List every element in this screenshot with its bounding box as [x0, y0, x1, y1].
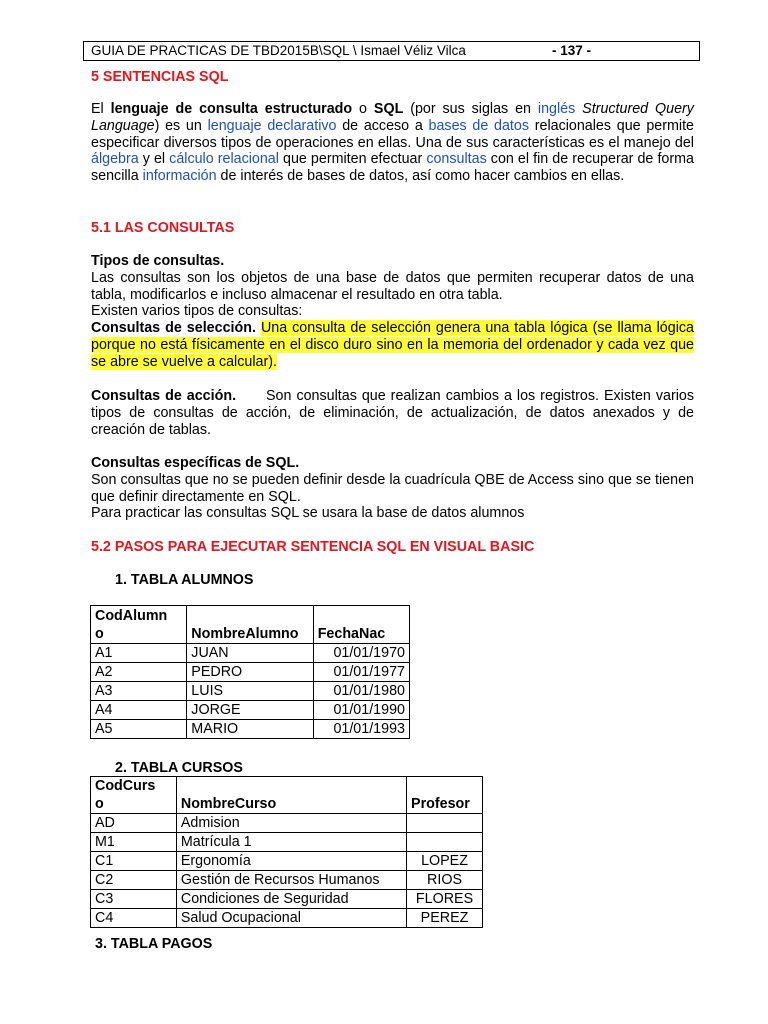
header-codalumno: CodAlumn o [91, 606, 187, 644]
tabla-cursos-heading: 2. TABLA CURSOS [115, 760, 243, 776]
section-5-1-title: 5.1 LAS CONSULTAS [91, 220, 235, 236]
tabla-alumnos-heading: 1. TABLA ALUMNOS [115, 572, 254, 588]
tipos-block [91, 253, 694, 371]
table-header-row [91, 777, 483, 814]
tabla-alumnos [90, 605, 410, 739]
header-nombrecurso: NombreCurso [176, 777, 406, 814]
table-row: C4 Salud Ocupacional PEREZ [91, 909, 483, 928]
especificas-heading: Consultas específicas de SQL. [91, 455, 300, 471]
table-row: A2 PEDRO 01/01/1977 [91, 663, 410, 682]
tabla-cursos [90, 776, 483, 928]
table-row: AD Admision [91, 814, 483, 833]
header-fechanac: FechaNac [313, 606, 409, 644]
table-header-row [91, 606, 410, 644]
table-row: A4 JORGE 01/01/1990 [91, 701, 410, 720]
link-bases-de-datos[interactable]: bases de datos [428, 117, 530, 134]
seleccion-highlight: Una consulta de selección genera una tabla lógica (se llama lógica porque no está físicamente en el disco duro sino en la memoria del ordenador y cada vez que se abre se vuelve a calcular). [91, 320, 694, 370]
section-5-2-title: 5.2 PASOS PARA EJECUTAR SENTENCIA SQL EN VISUAL BASIC [91, 539, 535, 555]
table-row: A3 LUIS 01/01/1980 [91, 682, 410, 701]
link-ingles[interactable]: inglés [537, 101, 576, 117]
header-nombrealumno: NombreAlumno [187, 606, 313, 644]
link-informacion[interactable]: información [142, 168, 217, 185]
link-lenguaje-declarativo[interactable]: lenguaje declarativo [207, 117, 337, 134]
table-row: A5 MARIO 01/01/1993 [91, 720, 410, 739]
tabla-pagos-heading: 3. TABLA PAGOS [95, 936, 213, 952]
especificas-text: Son consultas que no se pueden definir desde la cuadrícula QBE de Access sino que se tienen que definir directamente en SQL. [91, 471, 694, 505]
intro-paragraph: El lenguaje de consulta estructurado o SQL (por sus siglas en inglés Structured Query Language) es un lenguaje declarativo de acceso a bases de datos relacionales que permite especificar diversos tipos de operaciones en ellas. Una de sus características es el manejo del álgebra y el cálculo relacional que permiten efectuar consultas con el fin de recuperar de forma sencilla información de interés de bases de datos, así como hacer cambios en ellas. [91, 101, 694, 185]
section-5-title: 5 SENTENCIAS SQL [91, 69, 229, 85]
especificas-block [91, 455, 694, 522]
accion-paragraph: Consultas de acción. Son consultas que realizan cambios a los registros. Existen varios tipos de consultas de acción, de eliminación, de actualización, de datos anexados y de creación de tablas. [91, 388, 694, 438]
page-number: - 137 - [552, 43, 592, 58]
table-row: M1 Matrícula 1 [91, 833, 483, 852]
link-consultas[interactable]: consultas [426, 151, 487, 168]
page-header [83, 41, 700, 61]
table-row: C2 Gestión de Recursos Humanos RIOS [91, 871, 483, 890]
seleccion-paragraph: Consultas de selección. Una consulta de selección genera una tabla lógica (se llama lógica porque no está físicamente en el disco duro sino en la memoria del ordenador y cada vez que se abre se vuelve a calcular). [91, 320, 694, 370]
header-profesor: Profesor [407, 777, 483, 814]
header-codcurso: CodCurs o [91, 777, 177, 814]
table-row: C1 Ergonomía LOPEZ [91, 852, 483, 871]
varios-text: Existen varios tipos de consultas: [91, 303, 303, 320]
tipos-text: Las consultas son los objetos de una base de datos que permiten recuperar datos de una tabla, modificarlos e incluso almacenar el resultado en otra tabla. [91, 269, 694, 303]
link-calculo-relacional[interactable]: cálculo relacional [169, 151, 279, 168]
link-algebra[interactable]: álgebra [91, 151, 139, 168]
table-row: C3 Condiciones de Seguridad FLORES [91, 890, 483, 909]
tipos-heading: Tipos de consultas. [91, 253, 225, 269]
table-row: A1 JUAN 01/01/1970 [91, 644, 410, 663]
header-title: GUIA DE PRACTICAS DE TBD2015B\SQL \ Ismael Véliz Vilca [91, 43, 466, 58]
practicar-text: Para practicar las consultas SQL se usara la base de datos alumnos [91, 505, 525, 522]
